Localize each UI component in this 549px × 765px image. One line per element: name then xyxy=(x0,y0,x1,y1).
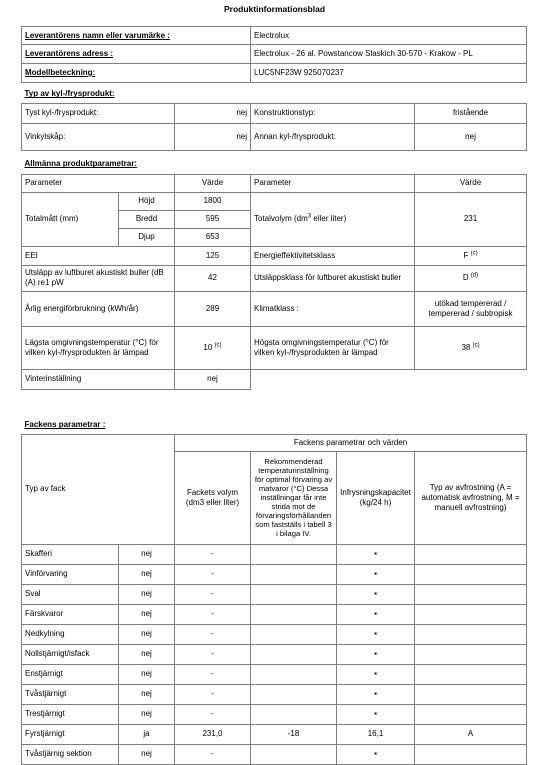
compartment-row xyxy=(22,624,527,644)
compartments-heading: Fackens parametrar : xyxy=(24,420,106,430)
compartment-row xyxy=(22,744,527,764)
supplier-name-label: Leverantörens namn eller varumärke : xyxy=(22,27,251,45)
param-header: Parameter xyxy=(22,174,175,192)
min-temp-value: 10 $^{(c)}$ xyxy=(175,326,251,369)
annual-energy-value: 289 xyxy=(175,291,251,326)
compartment-name: Tvåstjärnig sektion xyxy=(22,744,119,764)
compartment-freeze: 16,1 xyxy=(337,724,415,744)
compartment-freeze: ▪ xyxy=(337,624,415,644)
compartment-temp xyxy=(251,744,337,764)
compartment-name: Trestjärnigt xyxy=(22,704,119,724)
construction-value: fristående xyxy=(415,103,527,123)
compartment-group-header: Fackens parametrar och värden xyxy=(175,434,527,451)
compartment-volume: - xyxy=(175,664,251,684)
depth-value: 653 xyxy=(175,228,251,246)
noise-value: 42 xyxy=(175,265,251,291)
supplier-address-value: Electrolux - 26 al. Powstancow Slaskich 30-570 - Krakow - PL xyxy=(251,45,527,64)
compartments-table xyxy=(21,416,527,765)
compartment-row xyxy=(22,724,527,744)
compartment-defrost xyxy=(415,624,527,644)
compartment-freeze: ▪ xyxy=(337,744,415,764)
compartment-volume: 231,0 xyxy=(175,724,251,744)
compartment-volume: - xyxy=(175,624,251,644)
compartment-present: nej xyxy=(119,704,175,724)
compartment-temp xyxy=(251,564,337,584)
compartment-name: Enstjärnigt xyxy=(22,664,119,684)
compartment-freeze: ▪ xyxy=(337,644,415,664)
compartment-volume: - xyxy=(175,644,251,664)
general-heading: Allmänna produktparametrar: xyxy=(24,159,137,169)
compartment-name: Nedkylning xyxy=(22,624,119,644)
compartment-row xyxy=(22,684,527,704)
compartment-row xyxy=(22,604,527,624)
compartment-defrost xyxy=(415,744,527,764)
compartment-present: nej xyxy=(119,564,175,584)
temp-col-header: Rekommenderad temperaturinställning för optimal förvaring av matvaror (°C) Dessa inställningar får inte strida mot de förvaringsförhållanden som fastställs i tabell 3 i bilaga IV. xyxy=(251,451,337,544)
compartment-volume: - xyxy=(175,584,251,604)
total-dim-label: Totalmått (mm) xyxy=(22,192,119,246)
max-temp-label: Högsta omgivningstemperatur (°C) för vilken kyl-/frysprodukten är lämpad xyxy=(251,326,415,369)
compartment-temp: -18 xyxy=(251,724,337,744)
compartment-type-header: Typ av fack xyxy=(22,434,175,544)
value-header: Värde xyxy=(175,174,251,192)
compartment-temp xyxy=(251,604,337,624)
compartment-freeze: ▪ xyxy=(337,604,415,624)
compartment-defrost xyxy=(415,604,527,624)
energy-class-label: Energieffektivitetsklass xyxy=(251,246,415,265)
compartment-defrost xyxy=(415,564,527,584)
compartment-present: nej xyxy=(119,624,175,644)
compartment-name: Fyrstjärnigt xyxy=(22,724,119,744)
noise-class-label: Utsläppsklass för luftburet akustiskt buller xyxy=(251,265,415,291)
supplier-address-label: Leverantörens adress : xyxy=(22,45,251,64)
supplier-name-value: Electrolux xyxy=(251,27,527,45)
compartment-defrost xyxy=(415,544,527,564)
other-label: Annan kyl-/frysprodukt: xyxy=(251,123,415,150)
defrost-col-header: Typ av avfrostning (A = automatisk avfrostning, M = manuell avfrostning) xyxy=(415,451,527,544)
max-temp-value: 38 $^{(c)}$ xyxy=(415,326,527,369)
compartment-name: Nollstjärnigt/isfack xyxy=(22,644,119,664)
width-label: Bredd xyxy=(119,210,175,228)
eei-value: 125 xyxy=(175,246,251,265)
compartment-temp xyxy=(251,684,337,704)
document-title: Produktinformationsblad xyxy=(223,4,326,14)
wine-label: Vinkylskåp: xyxy=(22,123,175,150)
compartment-defrost xyxy=(415,664,527,684)
compartment-temp xyxy=(251,544,337,564)
compartment-present: nej xyxy=(119,684,175,704)
winter-value: nej xyxy=(175,369,251,389)
compartment-row xyxy=(22,644,527,664)
compartment-defrost: A xyxy=(415,724,527,744)
compartment-temp xyxy=(251,644,337,664)
compartment-temp xyxy=(251,704,337,724)
winter-label: Vinterinställning xyxy=(22,369,175,389)
compartment-row xyxy=(22,664,527,684)
height-label: Höjd xyxy=(119,192,175,210)
min-temp-label: Lägsta omgivningstemperatur (°C) för vilken kyl-/frysprodukten är lämpad xyxy=(22,326,175,369)
volume-value: 231 xyxy=(415,192,527,246)
compartment-present: nej xyxy=(119,584,175,604)
silent-label: Tyst kyl-/frysprodukt: xyxy=(22,103,175,123)
compartment-defrost xyxy=(415,704,527,724)
other-value: nej xyxy=(415,123,527,150)
model-label: Modellbeteckning: xyxy=(22,64,251,83)
compartment-freeze: ▪ xyxy=(337,564,415,584)
compartment-present: nej xyxy=(119,604,175,624)
param-header-right: Parameter xyxy=(251,174,415,192)
wine-value: nej xyxy=(175,123,251,150)
compartment-name: Tvåstjärnigt xyxy=(22,684,119,704)
compartment-temp xyxy=(251,664,337,684)
compartment-present: ja xyxy=(119,724,175,744)
compartment-freeze: ▪ xyxy=(337,664,415,684)
compartment-volume: - xyxy=(175,564,251,584)
height-value: 1800 xyxy=(175,192,251,210)
type-section-heading: Typ av kyl-/frysprodukt: xyxy=(24,89,115,99)
compartment-defrost xyxy=(415,584,527,604)
model-value: LUC5NF23W 925070237 xyxy=(251,64,527,83)
compartment-volume: - xyxy=(175,704,251,724)
annual-energy-label: Årlig energiförbrukning (kWh/år) xyxy=(22,291,175,326)
compartment-volume: - xyxy=(175,744,251,764)
compartment-name: Skafferi xyxy=(22,544,119,564)
compartment-temp xyxy=(251,584,337,604)
compartment-name: Vinförvaring xyxy=(22,564,119,584)
silent-value: nej xyxy=(175,103,251,123)
volume-label: Totalvolym ($dm^3$ eller liter) xyxy=(251,192,415,246)
compartment-row xyxy=(22,544,527,564)
type-table xyxy=(21,85,527,151)
freeze-col-header: Infrysningskapacitet (kg/24 h) xyxy=(337,451,415,544)
volume-col-header: Fackets volym (dm3 eller liter) xyxy=(175,451,251,544)
compartment-freeze: ▪ xyxy=(337,584,415,604)
compartment-present: nej xyxy=(119,644,175,664)
climate-value: utökad tempererad / tempererad / subtropisk xyxy=(415,291,527,326)
compartment-defrost xyxy=(415,684,527,704)
compartment-row xyxy=(22,584,527,604)
compartment-name: Färskvaror xyxy=(22,604,119,624)
compartment-present: nej xyxy=(119,544,175,564)
compartment-row xyxy=(22,704,527,724)
supplier-table xyxy=(21,26,527,83)
width-value: 595 xyxy=(175,210,251,228)
compartment-present: nej xyxy=(119,664,175,684)
compartment-temp xyxy=(251,624,337,644)
eei-label: EEI xyxy=(22,246,175,265)
compartment-freeze: ▪ xyxy=(337,684,415,704)
compartment-freeze: ▪ xyxy=(337,544,415,564)
compartment-defrost xyxy=(415,644,527,664)
climate-label: Klimatklass : xyxy=(251,291,415,326)
compartment-freeze: ▪ xyxy=(337,704,415,724)
compartment-volume: - xyxy=(175,544,251,564)
noise-label: Utsläpp av luftburet akustiskt buller (dB (A) re1 pW xyxy=(22,265,175,291)
compartment-volume: - xyxy=(175,684,251,704)
compartment-present: nej xyxy=(119,744,175,764)
noise-class-value: D $^{(d)}$ xyxy=(415,265,527,291)
compartment-volume: - xyxy=(175,604,251,624)
compartment-name: Sval xyxy=(22,584,119,604)
value-header-right: Värde xyxy=(415,174,527,192)
energy-class-value: F $^{(c)}$ xyxy=(415,246,527,265)
compartment-row xyxy=(22,564,527,584)
construction-label: Konstruktionstyp: xyxy=(251,103,415,123)
general-table xyxy=(21,154,527,390)
depth-label: Djup xyxy=(119,228,175,246)
